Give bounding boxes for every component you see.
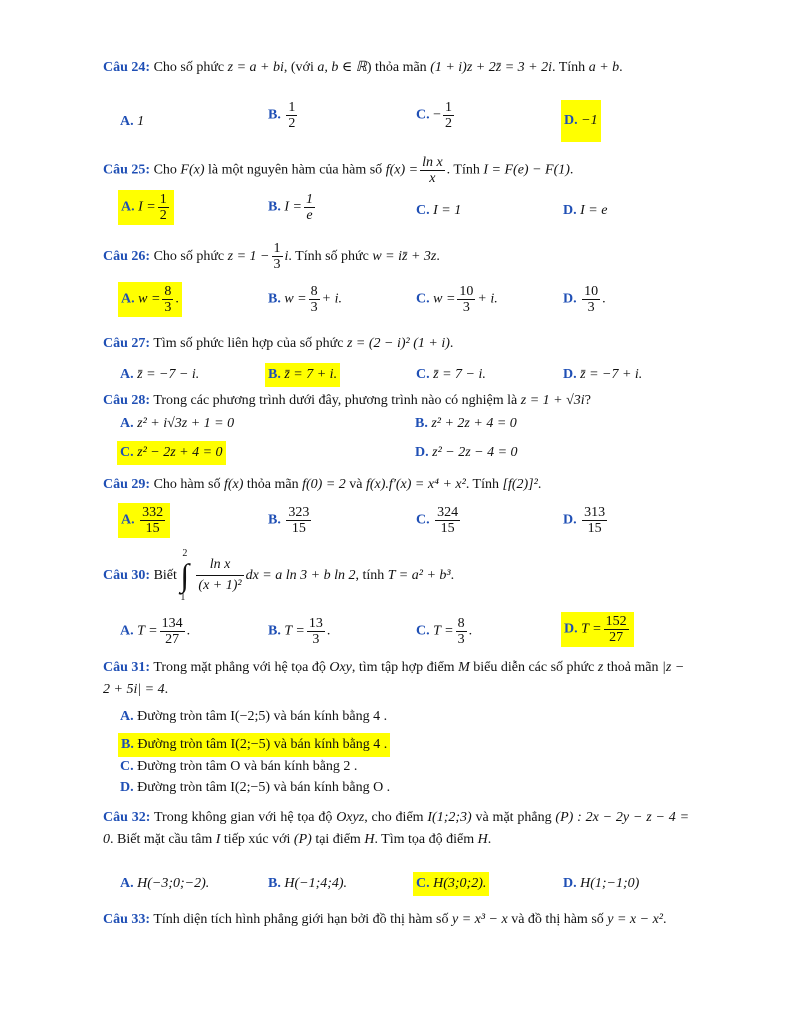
math-expr: a, b ∈ ℝ [317, 60, 367, 75]
option-label: B. [268, 199, 281, 215]
math-expr: (1 + i)z + 2z̄ = 3 + 2i [430, 60, 552, 75]
question-text: . Biết mặt cầu tâm [110, 832, 213, 847]
math-expr: H [477, 832, 488, 847]
option-b[interactable] [268, 100, 299, 131]
question-text: Tìm số phức liên hợp của số phức [153, 336, 344, 351]
math-expr: z = a + bi [227, 60, 284, 75]
math-expr: f(0) = 2 [302, 477, 346, 492]
option-label: B. [268, 512, 281, 528]
math-expr: I [215, 832, 221, 847]
fraction: $\frac{1}{2}$ [445, 100, 453, 131]
option-d[interactable] [563, 365, 642, 385]
option-value: −1 [581, 113, 598, 128]
fraction: $\frac{10}{3}$ [459, 284, 474, 315]
question-text: . [487, 832, 492, 847]
option-label: A. [120, 416, 134, 431]
math-expr: Oxy [329, 660, 352, 675]
option-value: Đường tròn tâm I(2;−5) và bán kính bằng O . [137, 780, 391, 795]
question-text: Tính diện tích hình phẳng giới hạn bởi đồ thị hàm số [153, 912, 449, 927]
fraction: $\frac{332}{15}$ [142, 505, 164, 536]
option-label: B. [268, 623, 281, 639]
option-value: z̄ = −7 − i. [137, 367, 200, 382]
option-b[interactable] [268, 505, 313, 536]
math-expr: z = 1 + √3i [520, 393, 585, 408]
math-expr: [f(2)]² [502, 477, 538, 492]
option-b[interactable] [268, 874, 347, 894]
math-expr: z = 1 − [227, 249, 270, 264]
option-d-correct[interactable] [561, 100, 601, 142]
option-label: C. [416, 203, 430, 218]
option-d[interactable] [563, 505, 609, 536]
math-expr: w = iz̄ + 3z [372, 249, 437, 264]
question-text: . Tìm tọa độ điểm [374, 832, 475, 847]
math-expr: a + b [588, 60, 620, 75]
option-label: B. [268, 291, 281, 307]
math-expr: f(x) [223, 477, 244, 492]
option-label: C. [120, 445, 134, 460]
question-text: . [537, 477, 542, 492]
option-a-correct[interactable] [118, 190, 174, 225]
question-text: , tìm tập hợp điểm [351, 660, 455, 675]
option-label: B. [268, 367, 281, 382]
math-expr: dx = a ln 3 + b ln 2 [245, 568, 356, 583]
fraction: $\frac{134}{27}$ [161, 616, 183, 647]
math-expr: y = x³ − x [451, 912, 508, 927]
option-a-correct[interactable]: A. w = $\frac{8}{3}$ . [118, 282, 182, 317]
question-text: ) thỏa mãn [366, 60, 427, 75]
question-text: thỏa mãn [246, 477, 299, 492]
question-31 [103, 657, 689, 701]
option-d[interactable] [120, 778, 390, 798]
option-b[interactable]: B. w = $\frac{8}{3}$ + i. [268, 284, 342, 315]
option-label: C. [416, 876, 430, 891]
option-label: D. [415, 445, 429, 460]
option-prefix: w = [284, 291, 307, 307]
option-value: z² − 2z + 4 = 0 [137, 445, 223, 460]
option-label: B. [268, 107, 281, 123]
option-label: A. [120, 876, 134, 891]
math-expr: T = a² + b³ [387, 568, 451, 583]
option-prefix: T = [581, 621, 602, 637]
question-30 [103, 547, 689, 603]
option-a[interactable] [120, 707, 387, 727]
question-25 [103, 155, 689, 186]
math-expr: Oxyz [336, 810, 365, 825]
question-text: Trong các phương trình dưới đây, phương trình nào có nghiệm là [153, 393, 518, 408]
question-24 [103, 57, 689, 79]
option-d[interactable]: D. $\frac{10}{3}$ . [563, 284, 606, 315]
option-value: H(−3;0;−2). [137, 876, 210, 891]
option-value: z̄ = −7 + i. [580, 367, 643, 382]
question-text: , (với [283, 60, 314, 75]
question-text: thoả mãn [606, 660, 659, 675]
option-c[interactable] [416, 100, 456, 131]
option-c[interactable] [120, 757, 357, 777]
option-a[interactable] [120, 874, 209, 894]
question-label: Câu 24: [103, 60, 151, 75]
question-text: . Tính [551, 60, 586, 75]
question-text: . [436, 249, 440, 264]
math-expr: y = x − x² [607, 912, 663, 927]
option-label: A. [120, 367, 134, 382]
question-text: Biết [153, 568, 177, 583]
question-text: Cho số phức [153, 60, 225, 75]
question-29 [103, 474, 689, 496]
option-value: z² + 2z + 4 = 0 [431, 416, 517, 431]
question-text: . Tính [446, 162, 480, 178]
option-label: B. [268, 876, 281, 891]
option-c[interactable]: C. w = $\frac{10}{3}$ + i. [416, 284, 498, 315]
option-c-correct[interactable] [413, 872, 489, 896]
fraction: $\frac{\text{ln x}}{\text{(x + 1)²}}$ [198, 557, 242, 594]
option-label: C. [416, 623, 430, 639]
option-a[interactable]: A. T = $\frac{134}{27}$ . [120, 616, 191, 647]
option-value: Đường tròn tâm O và bán kính bằng 2 . [137, 759, 358, 774]
option-label: D. [563, 876, 577, 891]
question-text: và [349, 477, 363, 492]
math-expr: H [364, 832, 375, 847]
question-33 [103, 907, 689, 933]
question-label: Câu 28: [103, 393, 151, 408]
option-c[interactable]: C. T = $\frac{8}{3}$ . [416, 616, 473, 647]
option-label: C. [120, 759, 134, 774]
option-label: D. [563, 367, 577, 382]
fraction: $\frac{1}{3}$ [273, 241, 281, 273]
option-b[interactable] [268, 192, 317, 223]
question-label: Câu 30: [103, 568, 151, 583]
question-text: Cho [153, 162, 177, 178]
option-value: z̄ = 7 − i. [433, 367, 486, 382]
math-expr: z [597, 660, 604, 675]
option-a[interactable] [120, 365, 199, 385]
question-text: Cho hàm số [153, 477, 221, 492]
math-expr: F(x) [180, 162, 205, 178]
option-label: D. [563, 291, 577, 307]
option-a[interactable] [120, 112, 144, 132]
question-text: Cho số phức [153, 249, 225, 264]
option-c[interactable] [416, 365, 486, 385]
option-label: D. [120, 780, 134, 795]
option-prefix: w = [138, 291, 161, 307]
option-label: A. [121, 512, 135, 528]
fraction: $\frac{13}{3}$ [308, 616, 323, 647]
option-label: D. [563, 203, 577, 218]
math-expr: I = F(e) − F(1) [483, 162, 570, 178]
option-label: C. [416, 512, 430, 528]
question-text: và mặt phẳng [475, 810, 552, 825]
option-value: Đường tròn tâm I(−2;5) và bán kính bằng 4 . [137, 709, 388, 724]
option-value: 1 [137, 114, 145, 129]
option-label: A. [120, 114, 134, 129]
option-prefix: T = [284, 623, 305, 639]
option-a[interactable] [120, 414, 234, 434]
question-26 [103, 240, 689, 274]
question-32 [103, 807, 689, 851]
option-prefix: I = [138, 199, 156, 215]
option-label: A. [120, 623, 134, 639]
math-expr: f(x) = [385, 162, 419, 178]
math-expr: i [284, 249, 289, 264]
question-text: . Tính số phức [288, 249, 369, 264]
integral-sign: 2 ∫ 1 [180, 547, 190, 603]
option-b[interactable]: B. T = $\frac{13}{3}$ . [268, 616, 331, 647]
option-label: C. [416, 367, 430, 382]
option-value: I = 1 [433, 203, 462, 218]
fraction: $\frac{8}{3}$ [457, 616, 465, 647]
option-d-correct[interactable] [561, 612, 634, 647]
question-text: . [663, 912, 667, 927]
option-value: H(1;−1;0) [580, 876, 640, 891]
question-label: Câu 25: [103, 162, 151, 178]
option-prefix: I = [284, 199, 302, 215]
math-expr: (P) [293, 832, 312, 847]
option-label: B. [415, 416, 428, 431]
option-prefix: w = [433, 291, 456, 307]
question-text: Trong mặt phẳng với hệ tọa độ [153, 660, 326, 675]
question-text: biểu diễn các số phức [473, 660, 595, 675]
math-expr: z = (2 − i)² (1 + i) [346, 336, 450, 351]
question-text: , cho điểm [364, 810, 424, 825]
option-d[interactable] [563, 201, 607, 221]
question-text: . [450, 568, 455, 583]
option-b-correct[interactable] [118, 733, 390, 757]
option-d[interactable] [563, 874, 639, 894]
fraction: $\frac{1}{e}$ [305, 192, 313, 223]
question-label: Câu 33: [103, 912, 151, 927]
option-value: H(−1;4;4). [284, 876, 348, 891]
question-text: và đồ thị hàm số [511, 912, 604, 927]
option-label: D. [564, 621, 578, 637]
fraction: $\frac{1}{2}$ [288, 100, 296, 131]
fraction: $\frac{\text{ln x}}{x}$ [422, 155, 443, 186]
question-label: Câu 31: [103, 660, 151, 675]
option-value: Đường tròn tâm I(2;−5) và bán kính bằng 4 . [137, 737, 388, 752]
option-label: C. [416, 107, 430, 123]
math-expr: |z − 2 + 5i| = 4 [103, 660, 685, 697]
math-expr: f(x).f′(x) = x⁴ + x² [366, 477, 466, 492]
option-value: H(3;0;2). [433, 876, 487, 891]
option-label: A. [121, 199, 135, 215]
question-text: ? [584, 393, 591, 408]
option-label: A. [121, 291, 135, 307]
fraction: $\frac{1}{2}$ [159, 192, 167, 223]
option-c[interactable] [416, 201, 461, 221]
option-b[interactable] [415, 414, 517, 434]
math-expr: (P) : 2x − 2y − z − 4 = 0 [103, 810, 690, 847]
option-c[interactable] [416, 505, 462, 536]
option-label: C. [416, 291, 430, 307]
option-d[interactable] [415, 443, 518, 463]
question-text: . [449, 336, 454, 351]
fraction: $\frac{152}{27}$ [605, 614, 627, 645]
option-value: z̄ = 7 + i. [284, 367, 338, 382]
question-label: Câu 32: [103, 810, 151, 825]
question-label: Câu 26: [103, 249, 151, 264]
question-text: , tính [355, 568, 385, 583]
option-value: z² − 2z − 4 = 0 [432, 445, 518, 460]
math-expr: I(1;2;3) [427, 810, 472, 825]
option-label: A. [120, 709, 134, 724]
fraction: $\frac{10}{3}$ [584, 284, 599, 315]
option-label: B. [121, 737, 134, 752]
question-text: . Tính [465, 477, 500, 492]
option-prefix: T = [433, 623, 454, 639]
option-prefix: − [433, 107, 442, 123]
question-28 [103, 390, 689, 412]
fraction: $\frac{8}{3}$ [164, 284, 172, 315]
option-a-correct[interactable] [118, 503, 170, 538]
fraction: $\frac{323}{15}$ [288, 505, 310, 536]
question-text: là một nguyên hàm của hàm số [208, 162, 383, 178]
option-prefix: T = [137, 623, 158, 639]
fraction: $\frac{313}{15}$ [584, 505, 606, 536]
question-text: . [569, 162, 574, 178]
question-text: tại điểm [315, 832, 361, 847]
option-label: D. [563, 512, 577, 528]
option-c-correct[interactable] [117, 441, 226, 465]
question-text: tiếp xúc với [223, 832, 291, 847]
option-label: D. [564, 113, 578, 128]
option-value: z² + i√3z + 1 = 0 [137, 416, 235, 431]
math-expr: M [458, 660, 470, 675]
fraction: $\frac{8}{3}$ [310, 284, 318, 315]
question-27 [103, 333, 689, 355]
option-b-correct[interactable] [265, 363, 340, 387]
option-value: I = e [580, 203, 608, 218]
fraction: $\frac{324}{15}$ [437, 505, 459, 536]
question-text: . [619, 60, 623, 75]
question-label: Câu 29: [103, 477, 151, 492]
question-text: Trong không gian với hệ tọa độ [153, 810, 333, 825]
question-label: Câu 27: [103, 336, 151, 351]
question-text: . [164, 682, 169, 697]
